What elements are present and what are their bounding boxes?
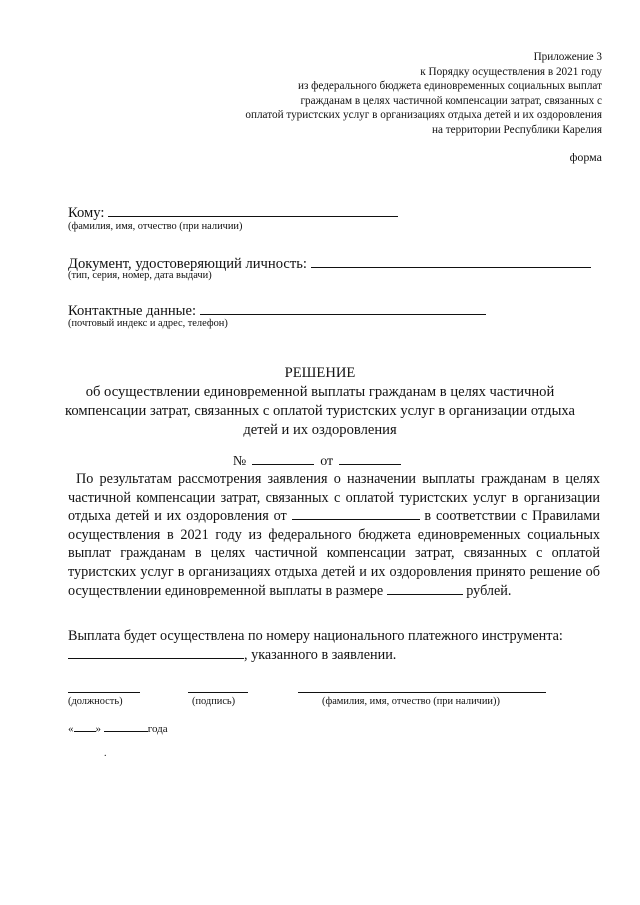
position-label: (должность) [68, 696, 123, 707]
appendix-line: Приложение 3 [533, 51, 602, 63]
identity-document-hint: (тип, серия, номер, дата выдачи) [68, 270, 212, 281]
decision-body-paragraph [68, 470, 600, 600]
appendix-header [182, 50, 602, 138]
body-part-1: По результатам рассмотрения заявления о назначении выплаты гражданам в целях частичной компенсации затрат, связанных с оплатой туристских услуг в организации отдыха детей и их оздоровления от [68, 471, 600, 525]
body-part-2: в соответствии с Правилами осуществления в 2021 году из федерального бюджета единовременных социальных выплат гражданам в целях частичной компенсации затрат, связанных с оплатой туристских услуг в организациях отдыха детей и их оздоровления принято решение об осуществлении единовременной выплаты в размере [68, 508, 601, 599]
appendix-line: из федерального бюджета единовременных социальных выплат [297, 80, 602, 93]
number-blank [252, 452, 314, 465]
recipient-blank [108, 202, 398, 217]
appendix-line: к Порядку осуществления в 2021 году [420, 65, 602, 78]
decision-date-blank [339, 452, 401, 465]
year-label: года [147, 723, 168, 735]
month-blank [104, 722, 148, 732]
appendix-line: гражданам в целях частичной компенсации затрат, связанных с [300, 94, 602, 107]
decision-subtitle-line: компенсации затрат, связанных с оплатой туристских услуг в организации отдыха [65, 403, 575, 419]
position-signature-line [68, 691, 140, 693]
contact-field [68, 300, 486, 320]
identity-document-label: Документ, удостоверяющий личность: [68, 256, 307, 272]
payment-part-2: , указанного в заявлении. [244, 646, 397, 663]
payment-part-1: Выплата будет осуществлена по номеру национального платежного инструмента: [68, 628, 563, 644]
date-open-quote: « [68, 723, 74, 735]
number-label: № [232, 454, 247, 469]
contact-label: Контактные данные: [68, 303, 197, 319]
fio-label: (фамилия, имя, отчество (при наличии)) [322, 696, 500, 707]
date-close-quote: » [95, 723, 101, 735]
amount-blank [387, 582, 463, 595]
date-from-label: от [320, 454, 334, 469]
application-date-blank [292, 507, 420, 520]
decision-heading: РЕШЕНИЕ [284, 365, 356, 381]
day-blank [74, 722, 96, 732]
signing-date [68, 722, 168, 735]
contact-blank [200, 300, 486, 315]
fio-signature-line [298, 691, 546, 693]
appendix-line: оплатой туристских услуг в организациях отдыха детей и их оздоровления [245, 109, 602, 122]
decision-subtitle-line: детей и их оздоровления [243, 422, 397, 438]
form-label: форма [569, 150, 602, 164]
decision-number-line [0, 452, 640, 470]
signature-label: (подпись) [192, 696, 236, 707]
payment-instrument-line [68, 646, 600, 665]
contact-hint: (почтовый индекс и адрес, телефон) [68, 318, 228, 329]
recipient-label: Кому: [68, 205, 105, 221]
stray-dot: . [104, 748, 107, 759]
appendix-line: на территории Республики Карелия [432, 123, 602, 136]
signature-line [188, 691, 248, 693]
recipient-field [68, 202, 398, 222]
payment-paragraph [68, 627, 600, 664]
recipient-hint: (фамилия, имя, отчество (при наличии) [68, 221, 243, 232]
body-part-3: рублей. [466, 582, 512, 599]
identity-document-blank [311, 253, 591, 268]
decision-subtitle-line: об осуществлении единовременной выплаты гражданам в целях частичной [85, 384, 555, 400]
payment-instrument-blank [68, 646, 244, 659]
